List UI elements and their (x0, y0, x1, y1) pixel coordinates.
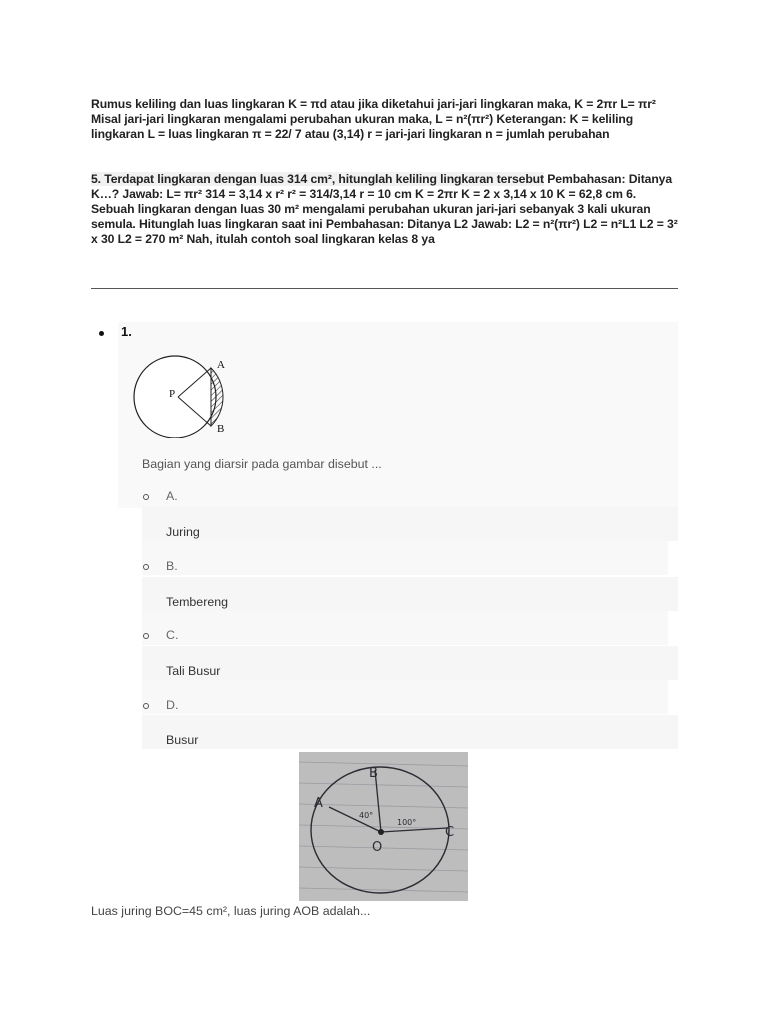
option-text-d[interactable]: Busur (166, 733, 199, 747)
center-dot (378, 829, 384, 835)
paragraph-formulas: Rumus keliling dan luas lingkaran K = πd atau jika diketahui jari-jari lingkaran maka, K = 2πr L= πr² Misal jari-jari lingkaran mengalami perubahan ukuran maka, L = n²(πr²) Keterangan: K = keliling lingkaran L = luas lingkaran π = 22/ 7 atau (3,14) r = jari-jari lingkaran n = jumlah perubahan (91, 97, 656, 141)
option-letter-c: C. (166, 628, 179, 642)
angle-boc-label: 100° (397, 818, 417, 827)
option-circle-bullet (143, 564, 149, 570)
angle-aob-label: 40° (359, 811, 374, 820)
option-text-c[interactable]: Tali Busur (166, 664, 221, 678)
example-lead: 5. Terdapat lingkaran dengan luas 314 cm², hitunglah keliling lingkaran tersebut (91, 172, 544, 186)
label-a2: A (314, 796, 323, 811)
label-b: B (217, 423, 225, 435)
option-text-a[interactable]: Juring (166, 525, 200, 539)
example-rest: Pembahasan: Ditanya K…? Jawab: L= πr² 314 = 3,14 x r² r² = 314/3,14 r = 10 cm K = 2πr K = 2 x 3,14 x 10 K = 62,8 cm 6. Sebuah lingkaran dengan luas 30 m² mengalami perubahan ukuran jari-jari sebanyak 3 kali ukuran semula. Hitunglah luas lingkaran saat ini Pembahasan: Ditanya L2 Jawab: L2 = n²(πr²) L2 = n²L1 L2 = 3² x 30 L2 = 270 m² Nah, itulah contoh soal lingkaran kelas 8 ya (91, 172, 678, 246)
label-a: A (217, 359, 225, 371)
option-row-c-answer[interactable] (142, 646, 678, 680)
option-row-c[interactable] (142, 611, 668, 645)
option-letter-d: D. (166, 698, 179, 712)
paragraph-examples (91, 172, 681, 247)
bullet-dot (99, 331, 104, 336)
label-o2: O (372, 840, 383, 855)
label-c2: C (445, 825, 455, 840)
label-p: P (169, 388, 176, 400)
question-text: Bagian yang diarsir pada gambar disebut ... (142, 457, 382, 471)
shaded-segment (211, 368, 223, 426)
option-row-a[interactable] (142, 507, 678, 541)
option-circle-bullet (143, 703, 149, 709)
divider (91, 288, 678, 289)
option-letter-a: A. (166, 489, 178, 503)
option-text-b[interactable]: Tembereng (166, 595, 228, 609)
option-row-d[interactable] (142, 680, 668, 714)
option-row-d-answer[interactable] (142, 715, 678, 749)
option-circle-bullet (143, 494, 149, 500)
sector-photo (299, 752, 468, 901)
lined-paper-drawing (299, 752, 468, 901)
question2-text: Luas juring BOC=45 cm², luas juring AOB adalah... (91, 904, 371, 918)
option-circle-bullet (143, 633, 149, 639)
option-letter-b: B. (166, 559, 178, 573)
option-row-b[interactable] (142, 541, 668, 575)
circle-segment-figure (128, 354, 238, 438)
question-number: 1. (121, 324, 132, 339)
label-b2: B (369, 766, 378, 781)
